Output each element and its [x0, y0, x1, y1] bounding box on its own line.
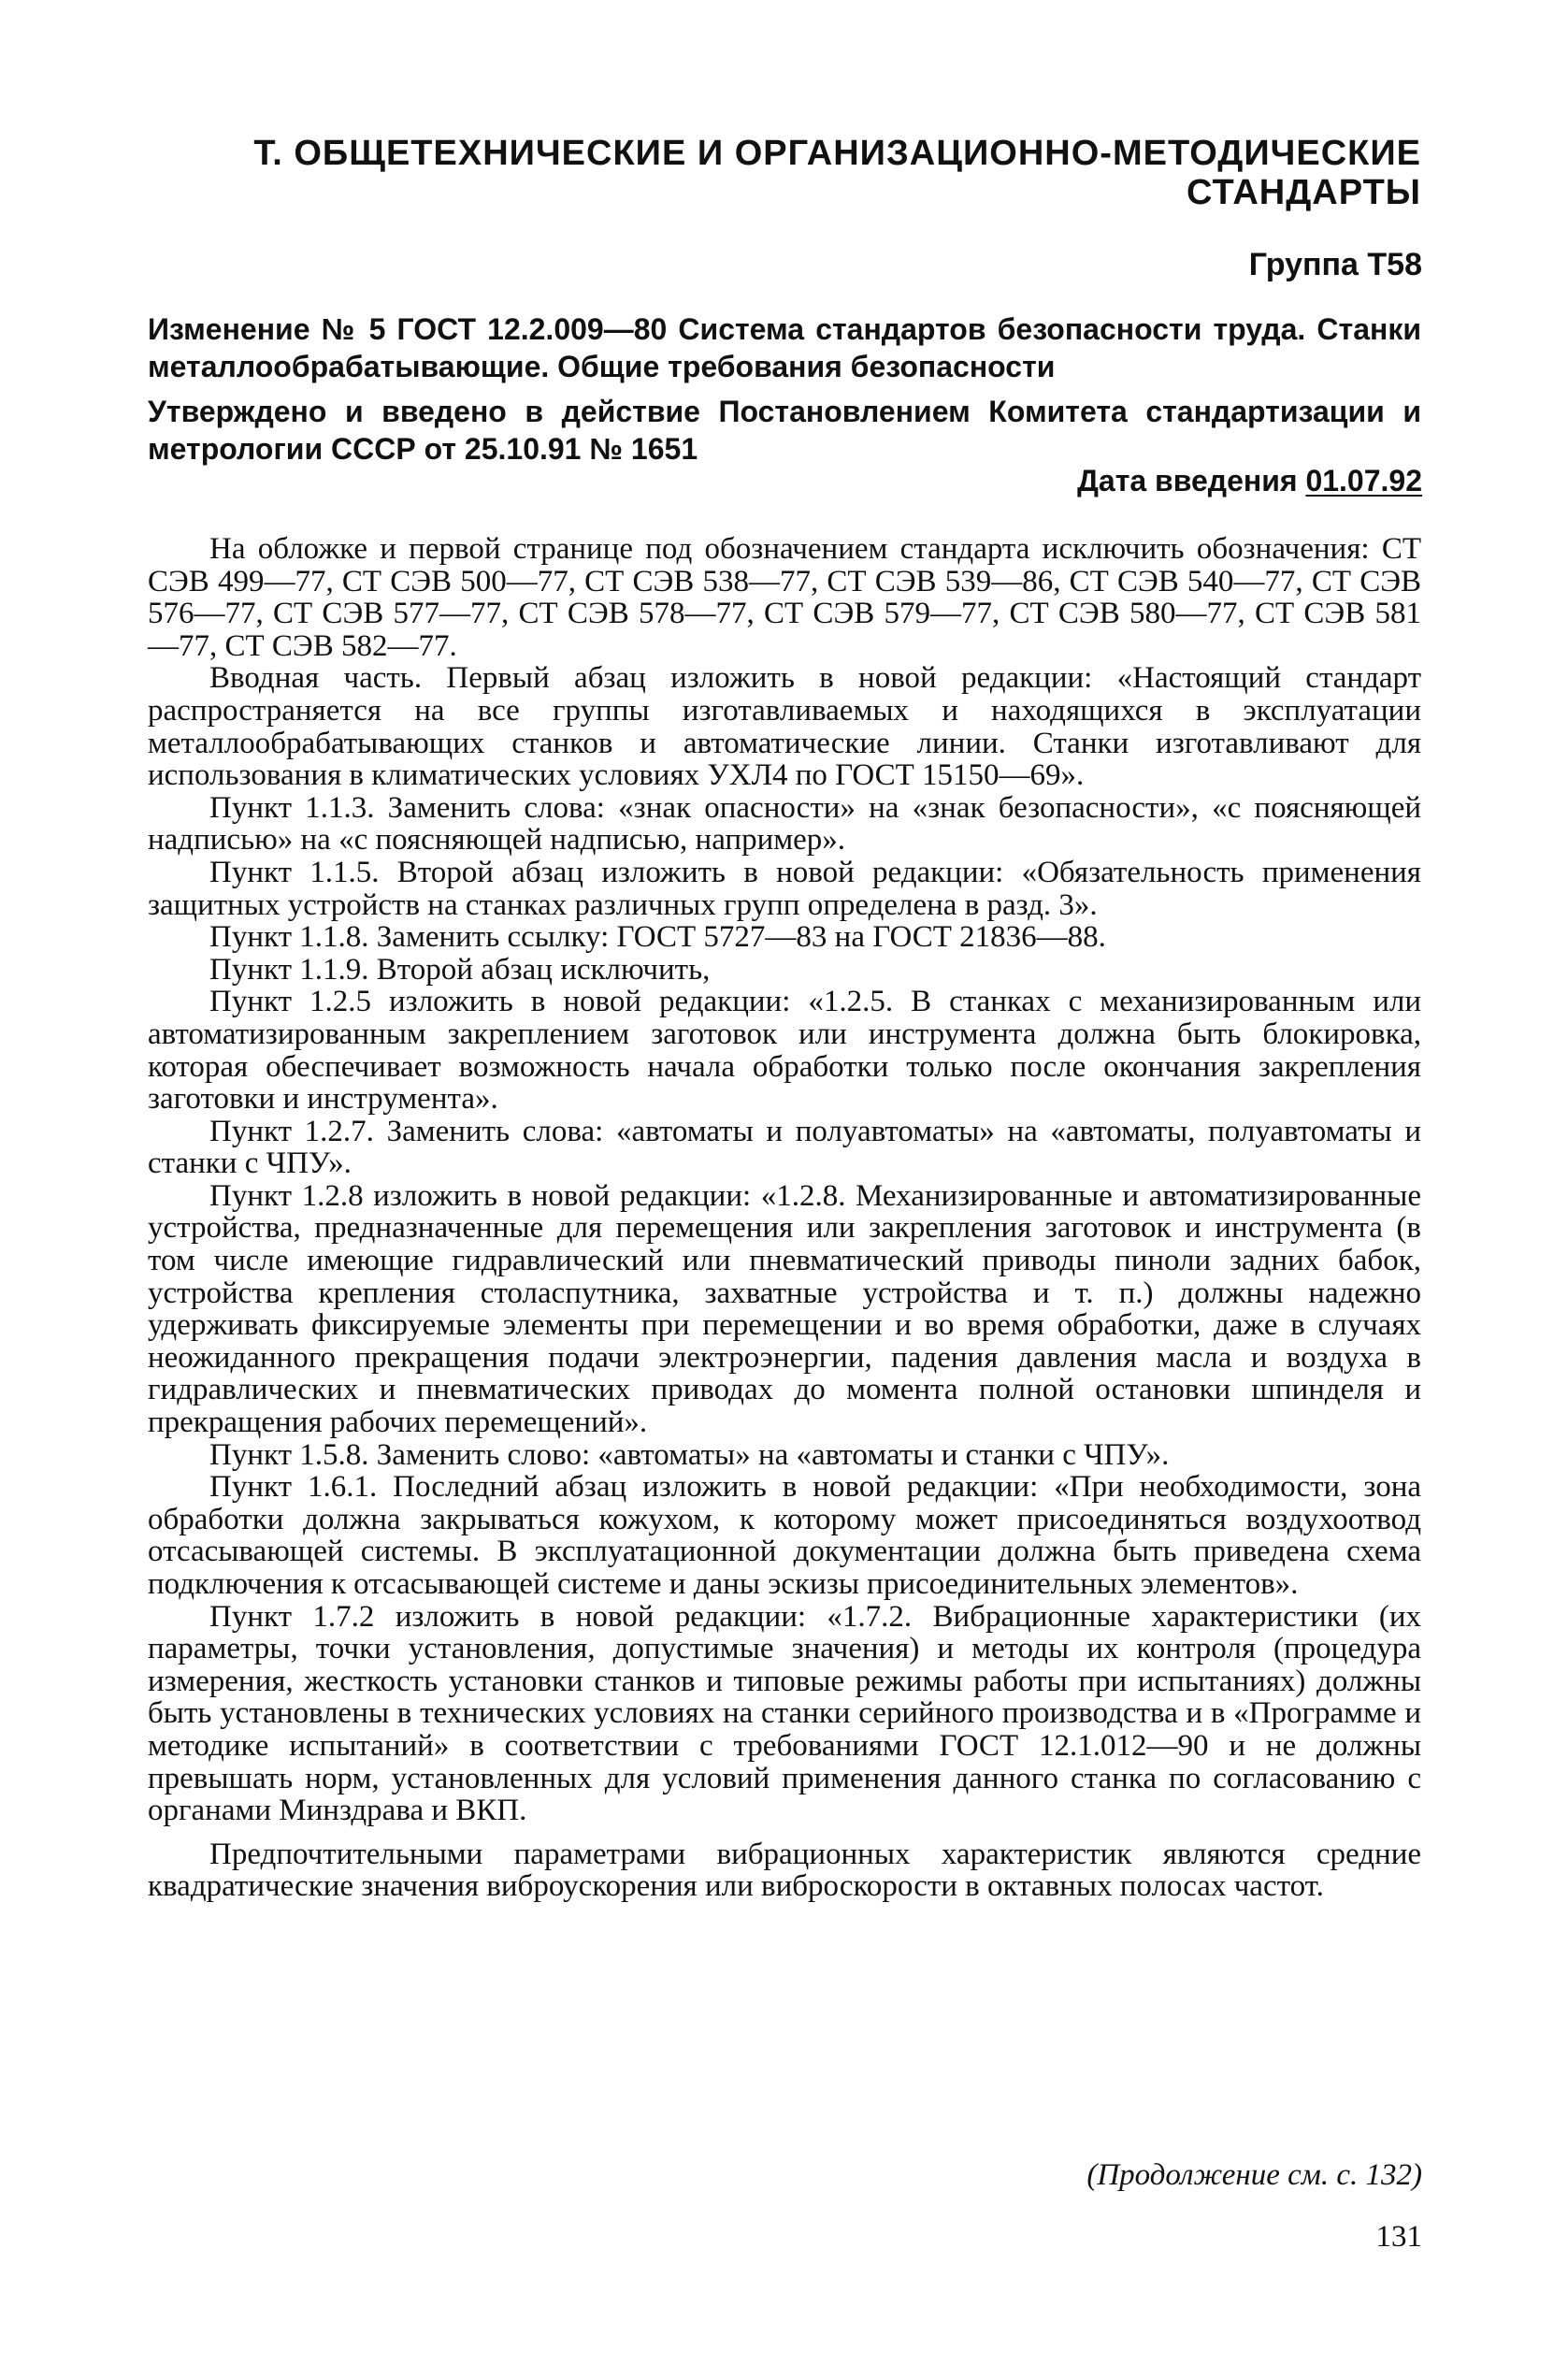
introduction-date-value: 01.07.92 — [1305, 464, 1422, 497]
paragraph-cover-designations: На обложке и первой странице под обозначением стандарта исключить обозначения: СТ СЭВ 499—77, СТ СЭВ 500—77, СТ СЭВ 538—77, СТ СЭВ 539—86, СТ СЭВ 540—77, СТ СЭВ 576—77, СТ СЭВ 577—77, СТ СЭВ 578—77, СТ СЭВ 579—77, СТ СЭВ 580—77, СТ СЭВ 581—77, СТ СЭВ 582—77. — [148, 532, 1421, 663]
paragraph-1-6-1: Пункт 1.6.1. Последний абзац изложить в новой редакции: «При необходимости, зона обработки должна закрываться кожухом, к которому может присоединяться воздухоотвод отсасывающей системы. В эксплуатационной документации должна быть приведена схема подключения к отсасывающей системе и даны эскизы присоединительных элементов». — [148, 1470, 1421, 1601]
paragraph-1-5-8: Пункт 1.5.8. Заменить слово: «автоматы» на «автоматы и станки с ЧПУ». — [209, 1437, 1170, 1472]
paragraph-1-2-5: Пункт 1.2.5 изложить в новой редакции: «1.2.5. В станках с механизированным или автоматизированным закреплением заготовок или инструмента должна быть блокировка, которая обеспечивает возможность начала обработки только после окончания закрепления заготовки и инструмента». — [148, 985, 1421, 1117]
approval-statement: Утверждено и введено в действие Постановлением Комитета стандартизации и метрологии СССР от 25.10.91 № 1651 — [148, 395, 1421, 466]
introduction-date — [1077, 464, 1422, 498]
page-number: 131 — [1375, 2220, 1422, 2254]
group-label: Группа Т58 — [1248, 247, 1422, 282]
section-title-line2: СТАНДАРТЫ — [1187, 173, 1421, 212]
paragraph-introduction: Вводная часть. Первый абзац изложить в новой редакции: «Настоящий стандарт распространяется на все группы изготавливаемых и находящихся в эксплуатации металлообрабатывающих станков и автоматические линии. Станки изготавливают для использования в климатических условиях УХЛ4 по ГОСТ 15150—69». — [148, 661, 1421, 793]
paragraph-1-1-9: Пункт 1.1.9. Второй абзац исключить, — [209, 952, 711, 987]
continuation-note: (Продолжение см. с. 132) — [1086, 2158, 1422, 2192]
paragraph-1-1-3: Пункт 1.1.3. Заменить слова: «знак опасности» на «знак безопасности», «с поясняющей надписью» на «с поясняющей надписью, например». — [148, 790, 1421, 858]
section-title-line1: Т. ОБЩЕТЕХНИЧЕСКИЕ И ОРГАНИЗАЦИОННО-МЕТОДИЧЕСКИЕ — [253, 134, 1421, 173]
amendment-title: Изменение № 5 ГОСТ 12.2.009—80 Система стандартов безопасности труда. Станки металлообрабатывающие. Общие требования безопасности — [148, 312, 1421, 383]
paragraph-vibration-parameters: Предпочтительными параметрами вибрационных характеристик являются средние квадратические значения виброускорения или виброскорости в октавных полосах частот. — [148, 1837, 1421, 1904]
paragraph-1-1-8: Пункт 1.1.8. Заменить ссылку: ГОСТ 5727—83 на ГОСТ 21836—88. — [209, 920, 1106, 955]
paragraph-1-2-8: Пункт 1.2.8 изложить в новой редакции: «1.2.8. Механизированные и автоматизированные устройства, предназначенные для перемещения или закрепления заготовок и инструмента (в том числе имеющие гидравлический или пневматический приводы пиноли задних бабок, устройства крепления столаспутника, захватные устройства и т. п.) должны надежно удерживать фиксируемые элементы при перемещении и во время обработки, даже в случаях неожиданного прекращения подачи электроэнергии, падения давления масла и воздуха в гидравлических и пневматических приводах до момента полной остановки шпинделя и прекращения рабочих перемещений». — [148, 1178, 1421, 1440]
paragraph-1-1-5: Пункт 1.1.5. Второй абзац изложить в новой редакции: «Обязательность применения защитных устройств на станках различных групп определена в разд. 3». — [148, 855, 1421, 922]
paragraph-1-7-2: Пункт 1.7.2 изложить в новой редакции: «1.7.2. Вибрационные характеристики (их параметры, точки установления, допустимые значения) и методы их контроля (процедура измерения, жесткость установки станков и типовые режимы работы при испытаниях) должны быть установлены в технических условиях на станки серийного производства и в «Программе и методике испытаний» в соответствии с требованиями ГОСТ 12.1.012—90 и не должны превышать норм, установленных для условий применения данного станка по согласованию с органами Минздрава и ВКП. — [148, 1599, 1421, 1828]
introduction-date-label: Дата введения — [1077, 464, 1298, 497]
paragraph-1-2-7: Пункт 1.2.7. Заменить слова: «автоматы и полуавтоматы» на «автоматы, полуавтоматы и станки с ЧПУ». — [148, 1114, 1421, 1181]
amendment-body — [148, 533, 1421, 1903]
